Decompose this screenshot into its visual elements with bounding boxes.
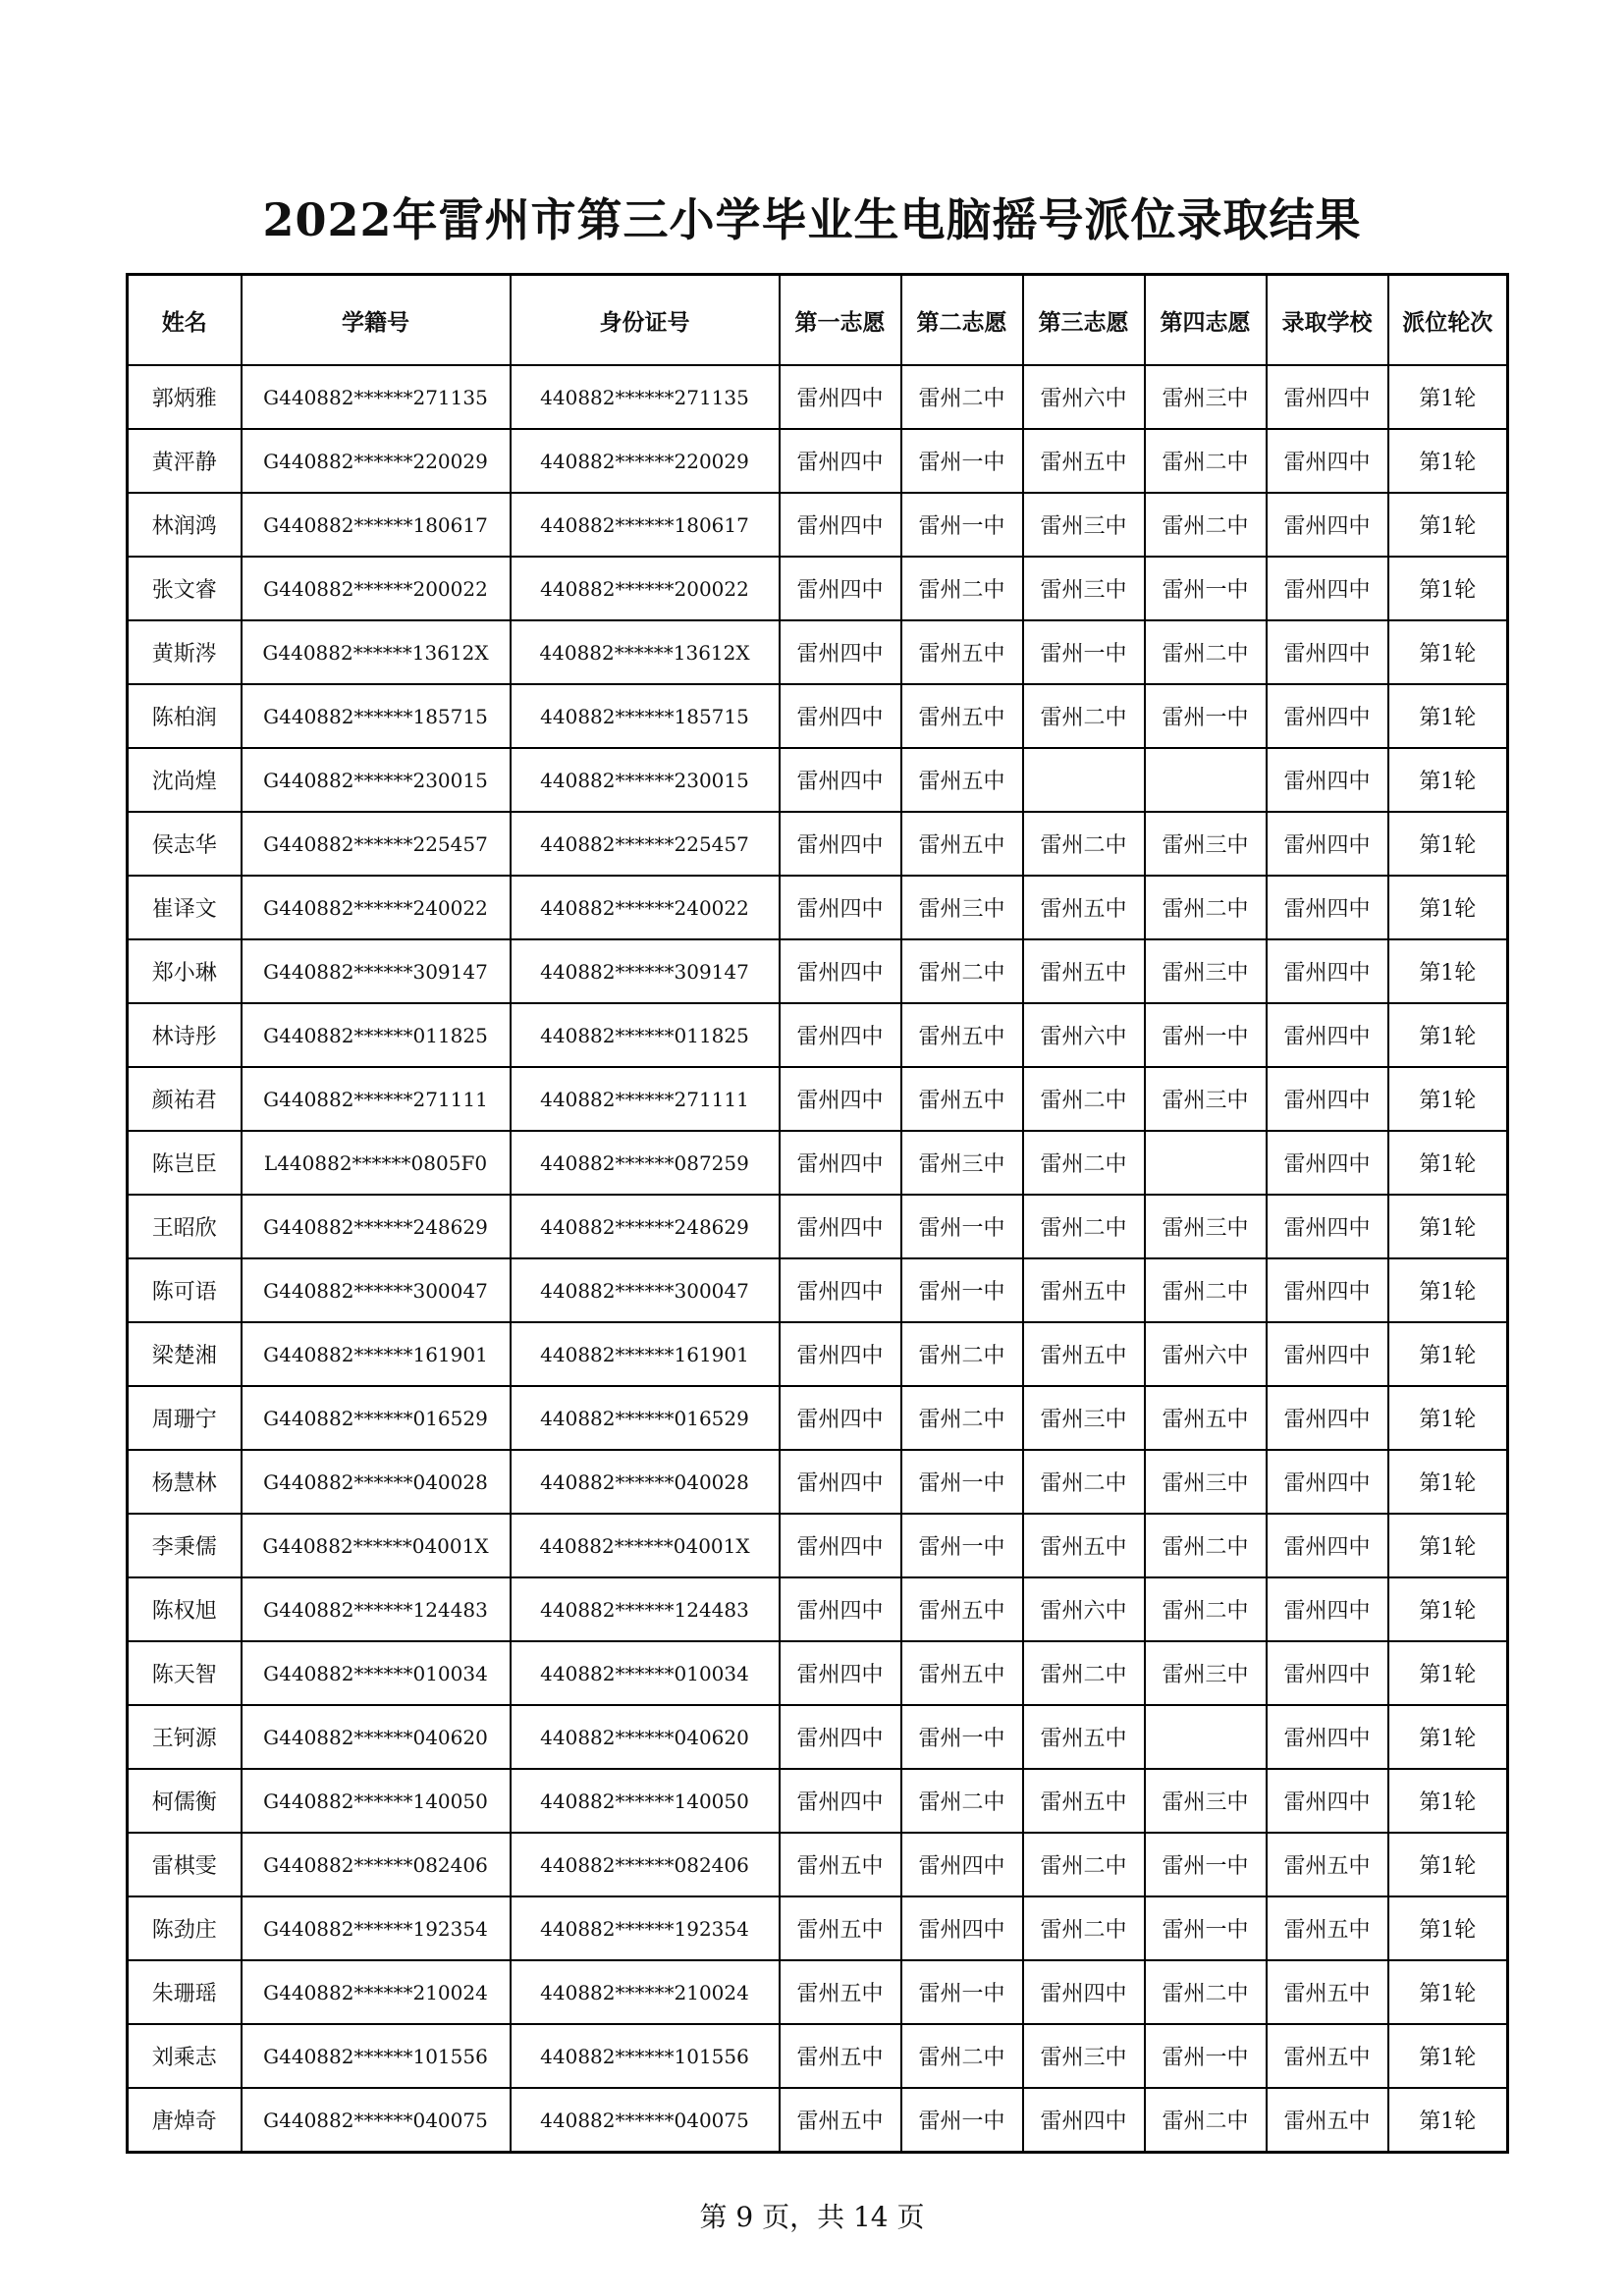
choice-2-cell: 雷州二中 xyxy=(901,1322,1023,1386)
choice-1-cell: 雷州四中 xyxy=(780,939,901,1003)
choice-1-cell: 雷州四中 xyxy=(780,1258,901,1322)
table-body xyxy=(128,365,1508,2153)
choice-2-cell: 雷州一中 xyxy=(901,493,1023,557)
choice-3-cell: 雷州四中 xyxy=(1023,1960,1145,2024)
admitted-school-cell: 雷州四中 xyxy=(1267,429,1388,493)
choice-1-cell: 雷州四中 xyxy=(780,429,901,493)
id-card-cell: 440882******087259 xyxy=(511,1131,780,1195)
name-cell: 郑小琳 xyxy=(128,939,242,1003)
choice-4-cell: 雷州一中 xyxy=(1145,557,1267,620)
choice-1-cell: 雷州四中 xyxy=(780,1514,901,1577)
choice-3-cell: 雷州二中 xyxy=(1023,1833,1145,1896)
admitted-school-cell: 雷州四中 xyxy=(1267,939,1388,1003)
admitted-school-cell: 雷州四中 xyxy=(1267,876,1388,939)
choice-1-cell: 雷州四中 xyxy=(780,1003,901,1067)
round-cell: 第1轮 xyxy=(1388,557,1508,620)
student-id-cell: G440882******04001X xyxy=(242,1514,511,1577)
name-cell: 郭炳雅 xyxy=(128,365,242,429)
round-cell: 第1轮 xyxy=(1388,1641,1508,1705)
name-cell: 黄泙静 xyxy=(128,429,242,493)
choice-1-cell: 雷州五中 xyxy=(780,1960,901,2024)
admitted-school-cell: 雷州四中 xyxy=(1267,1386,1388,1450)
admitted-school-cell: 雷州四中 xyxy=(1267,1131,1388,1195)
choice-3-cell: 雷州五中 xyxy=(1023,1258,1145,1322)
name-cell: 沈尚煌 xyxy=(128,748,242,812)
choice-3-cell: 雷州三中 xyxy=(1023,557,1145,620)
admitted-school-cell: 雷州四中 xyxy=(1267,1003,1388,1067)
round-cell: 第1轮 xyxy=(1388,1003,1508,1067)
student-id-cell: G440882******101556 xyxy=(242,2024,511,2088)
table-row xyxy=(128,1258,1508,1322)
student-id-cell: G440882******210024 xyxy=(242,1960,511,2024)
table-row xyxy=(128,1833,1508,1896)
table-row xyxy=(128,365,1508,429)
round-cell: 第1轮 xyxy=(1388,1195,1508,1258)
choice-2-cell: 雷州一中 xyxy=(901,1705,1023,1769)
table-row xyxy=(128,748,1508,812)
column-header: 第四志愿 xyxy=(1145,275,1267,366)
choice-2-cell: 雷州五中 xyxy=(901,684,1023,748)
choice-1-cell: 雷州四中 xyxy=(780,1386,901,1450)
choice-2-cell: 雷州五中 xyxy=(901,1067,1023,1131)
admitted-school-cell: 雷州四中 xyxy=(1267,1258,1388,1322)
admitted-school-cell: 雷州四中 xyxy=(1267,620,1388,684)
id-card-cell: 440882******230015 xyxy=(511,748,780,812)
id-card-cell: 440882******082406 xyxy=(511,1833,780,1896)
admitted-school-cell: 雷州四中 xyxy=(1267,557,1388,620)
choice-1-cell: 雷州五中 xyxy=(780,2088,901,2153)
round-cell: 第1轮 xyxy=(1388,1896,1508,1960)
choice-1-cell: 雷州四中 xyxy=(780,1641,901,1705)
admitted-school-cell: 雷州四中 xyxy=(1267,493,1388,557)
choice-1-cell: 雷州四中 xyxy=(780,876,901,939)
student-id-cell: G440882******185715 xyxy=(242,684,511,748)
choice-1-cell: 雷州五中 xyxy=(780,1896,901,1960)
id-card-cell: 440882******200022 xyxy=(511,557,780,620)
round-cell: 第1轮 xyxy=(1388,1386,1508,1450)
name-cell: 梁楚湘 xyxy=(128,1322,242,1386)
admitted-school-cell: 雷州四中 xyxy=(1267,1067,1388,1131)
id-card-cell: 440882******124483 xyxy=(511,1577,780,1641)
choice-3-cell: 雷州二中 xyxy=(1023,1195,1145,1258)
table-row xyxy=(128,684,1508,748)
table-row xyxy=(128,557,1508,620)
name-cell: 朱珊瑶 xyxy=(128,1960,242,2024)
choice-4-cell: 雷州二中 xyxy=(1145,493,1267,557)
choice-4-cell: 雷州三中 xyxy=(1145,1641,1267,1705)
choice-2-cell: 雷州四中 xyxy=(901,1896,1023,1960)
round-cell: 第1轮 xyxy=(1388,1450,1508,1514)
round-cell: 第1轮 xyxy=(1388,365,1508,429)
choice-2-cell: 雷州一中 xyxy=(901,1195,1023,1258)
column-header: 姓名 xyxy=(128,275,242,366)
name-cell: 柯儒衡 xyxy=(128,1769,242,1833)
choice-4-cell: 雷州三中 xyxy=(1145,1195,1267,1258)
choice-3-cell: 雷州五中 xyxy=(1023,939,1145,1003)
id-card-cell: 440882******04001X xyxy=(511,1514,780,1577)
round-cell: 第1轮 xyxy=(1388,1322,1508,1386)
admitted-school-cell: 雷州四中 xyxy=(1267,1195,1388,1258)
choice-4-cell: 雷州一中 xyxy=(1145,1833,1267,1896)
table-row xyxy=(128,2024,1508,2088)
choice-1-cell: 雷州四中 xyxy=(780,1577,901,1641)
admitted-school-cell: 雷州五中 xyxy=(1267,1833,1388,1896)
choice-4-cell: 雷州二中 xyxy=(1145,876,1267,939)
choice-1-cell: 雷州四中 xyxy=(780,748,901,812)
choice-1-cell: 雷州四中 xyxy=(780,1131,901,1195)
name-cell: 王钶源 xyxy=(128,1705,242,1769)
choice-1-cell: 雷州四中 xyxy=(780,1705,901,1769)
choice-4-cell: 雷州二中 xyxy=(1145,1514,1267,1577)
column-header: 第一志愿 xyxy=(780,275,901,366)
admitted-school-cell: 雷州四中 xyxy=(1267,365,1388,429)
student-id-cell: G440882******13612X xyxy=(242,620,511,684)
choice-1-cell: 雷州四中 xyxy=(780,365,901,429)
round-cell: 第1轮 xyxy=(1388,620,1508,684)
name-cell: 陈柏润 xyxy=(128,684,242,748)
choice-4-cell xyxy=(1145,1705,1267,1769)
choice-3-cell: 雷州五中 xyxy=(1023,1322,1145,1386)
round-cell: 第1轮 xyxy=(1388,1514,1508,1577)
admitted-school-cell: 雷州四中 xyxy=(1267,1705,1388,1769)
round-cell: 第1轮 xyxy=(1388,1705,1508,1769)
choice-3-cell: 雷州二中 xyxy=(1023,1131,1145,1195)
choice-4-cell: 雷州二中 xyxy=(1145,620,1267,684)
choice-2-cell: 雷州一中 xyxy=(901,1258,1023,1322)
student-id-cell: G440882******240022 xyxy=(242,876,511,939)
choice-2-cell: 雷州一中 xyxy=(901,2088,1023,2153)
choice-4-cell: 雷州六中 xyxy=(1145,1322,1267,1386)
column-header: 第二志愿 xyxy=(901,275,1023,366)
round-cell: 第1轮 xyxy=(1388,1960,1508,2024)
id-card-cell: 440882******225457 xyxy=(511,812,780,876)
column-header: 第三志愿 xyxy=(1023,275,1145,366)
table-row xyxy=(128,620,1508,684)
round-cell: 第1轮 xyxy=(1388,1258,1508,1322)
student-id-cell: G440882******220029 xyxy=(242,429,511,493)
choice-4-cell: 雷州三中 xyxy=(1145,1769,1267,1833)
admitted-school-cell: 雷州四中 xyxy=(1267,1769,1388,1833)
admitted-school-cell: 雷州四中 xyxy=(1267,748,1388,812)
choice-4-cell: 雷州一中 xyxy=(1145,2024,1267,2088)
table-row xyxy=(128,1067,1508,1131)
results-table xyxy=(126,273,1509,2154)
choice-2-cell: 雷州五中 xyxy=(901,812,1023,876)
choice-4-cell: 雷州二中 xyxy=(1145,1258,1267,1322)
choice-3-cell: 雷州六中 xyxy=(1023,1577,1145,1641)
name-cell: 周珊宁 xyxy=(128,1386,242,1450)
choice-3-cell: 雷州五中 xyxy=(1023,1514,1145,1577)
choice-4-cell: 雷州一中 xyxy=(1145,1003,1267,1067)
admitted-school-cell: 雷州四中 xyxy=(1267,1450,1388,1514)
id-card-cell: 440882******011825 xyxy=(511,1003,780,1067)
choice-2-cell: 雷州二中 xyxy=(901,2024,1023,2088)
choice-2-cell: 雷州五中 xyxy=(901,748,1023,812)
id-card-cell: 440882******185715 xyxy=(511,684,780,748)
round-cell: 第1轮 xyxy=(1388,1131,1508,1195)
choice-1-cell: 雷州四中 xyxy=(780,684,901,748)
column-header: 身份证号 xyxy=(511,275,780,366)
id-card-cell: 440882******240022 xyxy=(511,876,780,939)
choice-2-cell: 雷州二中 xyxy=(901,1386,1023,1450)
choice-3-cell: 雷州五中 xyxy=(1023,876,1145,939)
round-cell: 第1轮 xyxy=(1388,812,1508,876)
student-id-cell: G440882******016529 xyxy=(242,1386,511,1450)
id-card-cell: 440882******180617 xyxy=(511,493,780,557)
choice-2-cell: 雷州五中 xyxy=(901,620,1023,684)
name-cell: 杨慧林 xyxy=(128,1450,242,1514)
round-cell: 第1轮 xyxy=(1388,429,1508,493)
id-card-cell: 440882******220029 xyxy=(511,429,780,493)
round-cell: 第1轮 xyxy=(1388,748,1508,812)
choice-3-cell: 雷州二中 xyxy=(1023,1450,1145,1514)
student-id-cell: G440882******040075 xyxy=(242,2088,511,2153)
name-cell: 王昭欣 xyxy=(128,1195,242,1258)
choice-1-cell: 雷州四中 xyxy=(780,1067,901,1131)
choice-4-cell: 雷州三中 xyxy=(1145,812,1267,876)
name-cell: 张文睿 xyxy=(128,557,242,620)
id-card-cell: 440882******210024 xyxy=(511,1960,780,2024)
name-cell: 雷棋雯 xyxy=(128,1833,242,1896)
choice-1-cell: 雷州五中 xyxy=(780,2024,901,2088)
choice-2-cell: 雷州一中 xyxy=(901,1514,1023,1577)
choice-1-cell: 雷州四中 xyxy=(780,1322,901,1386)
column-header: 录取学校 xyxy=(1267,275,1388,366)
table-row xyxy=(128,2088,1508,2153)
choice-4-cell xyxy=(1145,1131,1267,1195)
choice-3-cell: 雷州六中 xyxy=(1023,365,1145,429)
choice-2-cell: 雷州三中 xyxy=(901,1131,1023,1195)
admitted-school-cell: 雷州五中 xyxy=(1267,2024,1388,2088)
student-id-cell: G440882******200022 xyxy=(242,557,511,620)
round-cell: 第1轮 xyxy=(1388,1577,1508,1641)
name-cell: 陈天智 xyxy=(128,1641,242,1705)
choice-2-cell: 雷州二中 xyxy=(901,1769,1023,1833)
round-cell: 第1轮 xyxy=(1388,939,1508,1003)
table-row xyxy=(128,812,1508,876)
choice-4-cell xyxy=(1145,748,1267,812)
table-row xyxy=(128,493,1508,557)
admitted-school-cell: 雷州四中 xyxy=(1267,1641,1388,1705)
id-card-cell: 440882******010034 xyxy=(511,1641,780,1705)
round-cell: 第1轮 xyxy=(1388,493,1508,557)
id-card-cell: 440882******016529 xyxy=(511,1386,780,1450)
id-card-cell: 440882******040075 xyxy=(511,2088,780,2153)
choice-3-cell: 雷州二中 xyxy=(1023,684,1145,748)
student-id-cell: G440882******271135 xyxy=(242,365,511,429)
admitted-school-cell: 雷州五中 xyxy=(1267,1960,1388,2024)
id-card-cell: 440882******248629 xyxy=(511,1195,780,1258)
name-cell: 唐焯奇 xyxy=(128,2088,242,2153)
id-card-cell: 440882******161901 xyxy=(511,1322,780,1386)
choice-1-cell: 雷州四中 xyxy=(780,493,901,557)
choice-3-cell: 雷州四中 xyxy=(1023,2088,1145,2153)
student-id-cell: G440882******309147 xyxy=(242,939,511,1003)
page-title: 2022年雷州市第三小学毕业生电脑摇号派位录取结果 xyxy=(262,193,1362,246)
choice-3-cell: 雷州三中 xyxy=(1023,2024,1145,2088)
choice-1-cell: 雷州四中 xyxy=(780,1195,901,1258)
choice-3-cell: 雷州二中 xyxy=(1023,812,1145,876)
student-id-cell: G440882******140050 xyxy=(242,1769,511,1833)
admitted-school-cell: 雷州四中 xyxy=(1267,1322,1388,1386)
column-header: 学籍号 xyxy=(242,275,511,366)
student-id-cell: G440882******040620 xyxy=(242,1705,511,1769)
name-cell: 陈岂臣 xyxy=(128,1131,242,1195)
choice-1-cell: 雷州四中 xyxy=(780,1769,901,1833)
choice-3-cell: 雷州二中 xyxy=(1023,1896,1145,1960)
student-id-cell: G440882******230015 xyxy=(242,748,511,812)
choice-3-cell: 雷州六中 xyxy=(1023,1003,1145,1067)
choice-1-cell: 雷州四中 xyxy=(780,620,901,684)
student-id-cell: G440882******248629 xyxy=(242,1195,511,1258)
table-row xyxy=(128,1769,1508,1833)
student-id-cell: G440882******040028 xyxy=(242,1450,511,1514)
choice-2-cell: 雷州二中 xyxy=(901,939,1023,1003)
student-id-cell: G440882******180617 xyxy=(242,493,511,557)
round-cell: 第1轮 xyxy=(1388,1833,1508,1896)
choice-4-cell: 雷州二中 xyxy=(1145,2088,1267,2153)
choice-3-cell: 雷州五中 xyxy=(1023,1769,1145,1833)
table-row xyxy=(128,1896,1508,1960)
choice-1-cell: 雷州四中 xyxy=(780,1450,901,1514)
choice-3-cell xyxy=(1023,748,1145,812)
choice-4-cell: 雷州二中 xyxy=(1145,1960,1267,2024)
round-cell: 第1轮 xyxy=(1388,2088,1508,2153)
choice-3-cell: 雷州一中 xyxy=(1023,620,1145,684)
id-card-cell: 440882******192354 xyxy=(511,1896,780,1960)
admitted-school-cell: 雷州五中 xyxy=(1267,1896,1388,1960)
table-row xyxy=(128,1003,1508,1067)
choice-2-cell: 雷州三中 xyxy=(901,876,1023,939)
name-cell: 黄斯涔 xyxy=(128,620,242,684)
id-card-cell: 440882******040028 xyxy=(511,1450,780,1514)
admitted-school-cell: 雷州五中 xyxy=(1267,2088,1388,2153)
table-row xyxy=(128,1450,1508,1514)
choice-2-cell: 雷州五中 xyxy=(901,1003,1023,1067)
choice-4-cell: 雷州二中 xyxy=(1145,1577,1267,1641)
choice-3-cell: 雷州五中 xyxy=(1023,429,1145,493)
choice-3-cell: 雷州五中 xyxy=(1023,1705,1145,1769)
choice-2-cell: 雷州一中 xyxy=(901,429,1023,493)
id-card-cell: 440882******13612X xyxy=(511,620,780,684)
id-card-cell: 440882******300047 xyxy=(511,1258,780,1322)
id-card-cell: 440882******040620 xyxy=(511,1705,780,1769)
choice-4-cell: 雷州一中 xyxy=(1145,1896,1267,1960)
choice-2-cell: 雷州一中 xyxy=(901,1960,1023,2024)
choice-2-cell: 雷州二中 xyxy=(901,557,1023,620)
name-cell: 陈权旭 xyxy=(128,1577,242,1641)
id-card-cell: 440882******140050 xyxy=(511,1769,780,1833)
name-cell: 侯志华 xyxy=(128,812,242,876)
round-cell: 第1轮 xyxy=(1388,1769,1508,1833)
student-id-cell: G440882******271111 xyxy=(242,1067,511,1131)
name-cell: 李秉儒 xyxy=(128,1514,242,1577)
name-cell: 颜祐君 xyxy=(128,1067,242,1131)
column-header: 派位轮次 xyxy=(1388,275,1508,366)
id-card-cell: 440882******271111 xyxy=(511,1067,780,1131)
table-row xyxy=(128,939,1508,1003)
round-cell: 第1轮 xyxy=(1388,684,1508,748)
round-cell: 第1轮 xyxy=(1388,2024,1508,2088)
choice-3-cell: 雷州三中 xyxy=(1023,493,1145,557)
name-cell: 陈劲庄 xyxy=(128,1896,242,1960)
choice-1-cell: 雷州五中 xyxy=(780,1833,901,1896)
table-row xyxy=(128,1514,1508,1577)
student-id-cell: G440882******011825 xyxy=(242,1003,511,1067)
name-cell: 陈可语 xyxy=(128,1258,242,1322)
choice-1-cell: 雷州四中 xyxy=(780,812,901,876)
table-row xyxy=(128,1960,1508,2024)
choice-1-cell: 雷州四中 xyxy=(780,557,901,620)
choice-4-cell: 雷州三中 xyxy=(1145,1450,1267,1514)
table-row xyxy=(128,876,1508,939)
header-row xyxy=(128,275,1508,366)
round-cell: 第1轮 xyxy=(1388,1067,1508,1131)
choice-2-cell: 雷州二中 xyxy=(901,365,1023,429)
choice-2-cell: 雷州五中 xyxy=(901,1577,1023,1641)
admitted-school-cell: 雷州四中 xyxy=(1267,1514,1388,1577)
table-row xyxy=(128,1577,1508,1641)
table-row xyxy=(128,1641,1508,1705)
choice-2-cell: 雷州一中 xyxy=(901,1450,1023,1514)
name-cell: 林润鸿 xyxy=(128,493,242,557)
admitted-school-cell: 雷州四中 xyxy=(1267,684,1388,748)
choice-4-cell: 雷州一中 xyxy=(1145,684,1267,748)
choice-2-cell: 雷州五中 xyxy=(901,1641,1023,1705)
choice-3-cell: 雷州三中 xyxy=(1023,1386,1145,1450)
table-row xyxy=(128,1322,1508,1386)
choice-4-cell: 雷州三中 xyxy=(1145,939,1267,1003)
choice-2-cell: 雷州四中 xyxy=(901,1833,1023,1896)
choice-3-cell: 雷州二中 xyxy=(1023,1067,1145,1131)
student-id-cell: G440882******300047 xyxy=(242,1258,511,1322)
name-cell: 林诗彤 xyxy=(128,1003,242,1067)
student-id-cell: G440882******124483 xyxy=(242,1577,511,1641)
round-cell: 第1轮 xyxy=(1388,876,1508,939)
student-id-cell: G440882******010034 xyxy=(242,1641,511,1705)
id-card-cell: 440882******271135 xyxy=(511,365,780,429)
id-card-cell: 440882******309147 xyxy=(511,939,780,1003)
choice-3-cell: 雷州二中 xyxy=(1023,1641,1145,1705)
name-cell: 刘乘志 xyxy=(128,2024,242,2088)
student-id-cell: G440882******082406 xyxy=(242,1833,511,1896)
table-row xyxy=(128,1705,1508,1769)
choice-4-cell: 雷州五中 xyxy=(1145,1386,1267,1450)
table-row xyxy=(128,1195,1508,1258)
name-cell: 崔译文 xyxy=(128,876,242,939)
choice-4-cell: 雷州二中 xyxy=(1145,429,1267,493)
admitted-school-cell: 雷州四中 xyxy=(1267,1577,1388,1641)
table-row xyxy=(128,429,1508,493)
page-footer: 第 9 页，共 14 页 xyxy=(699,2201,925,2233)
student-id-cell: G440882******225457 xyxy=(242,812,511,876)
choice-4-cell: 雷州三中 xyxy=(1145,365,1267,429)
table-row xyxy=(128,1131,1508,1195)
student-id-cell: G440882******192354 xyxy=(242,1896,511,1960)
student-id-cell: L440882******0805F0 xyxy=(242,1131,511,1195)
choice-4-cell: 雷州三中 xyxy=(1145,1067,1267,1131)
admitted-school-cell: 雷州四中 xyxy=(1267,812,1388,876)
table-row xyxy=(128,1386,1508,1450)
id-card-cell: 440882******101556 xyxy=(511,2024,780,2088)
student-id-cell: G440882******161901 xyxy=(242,1322,511,1386)
